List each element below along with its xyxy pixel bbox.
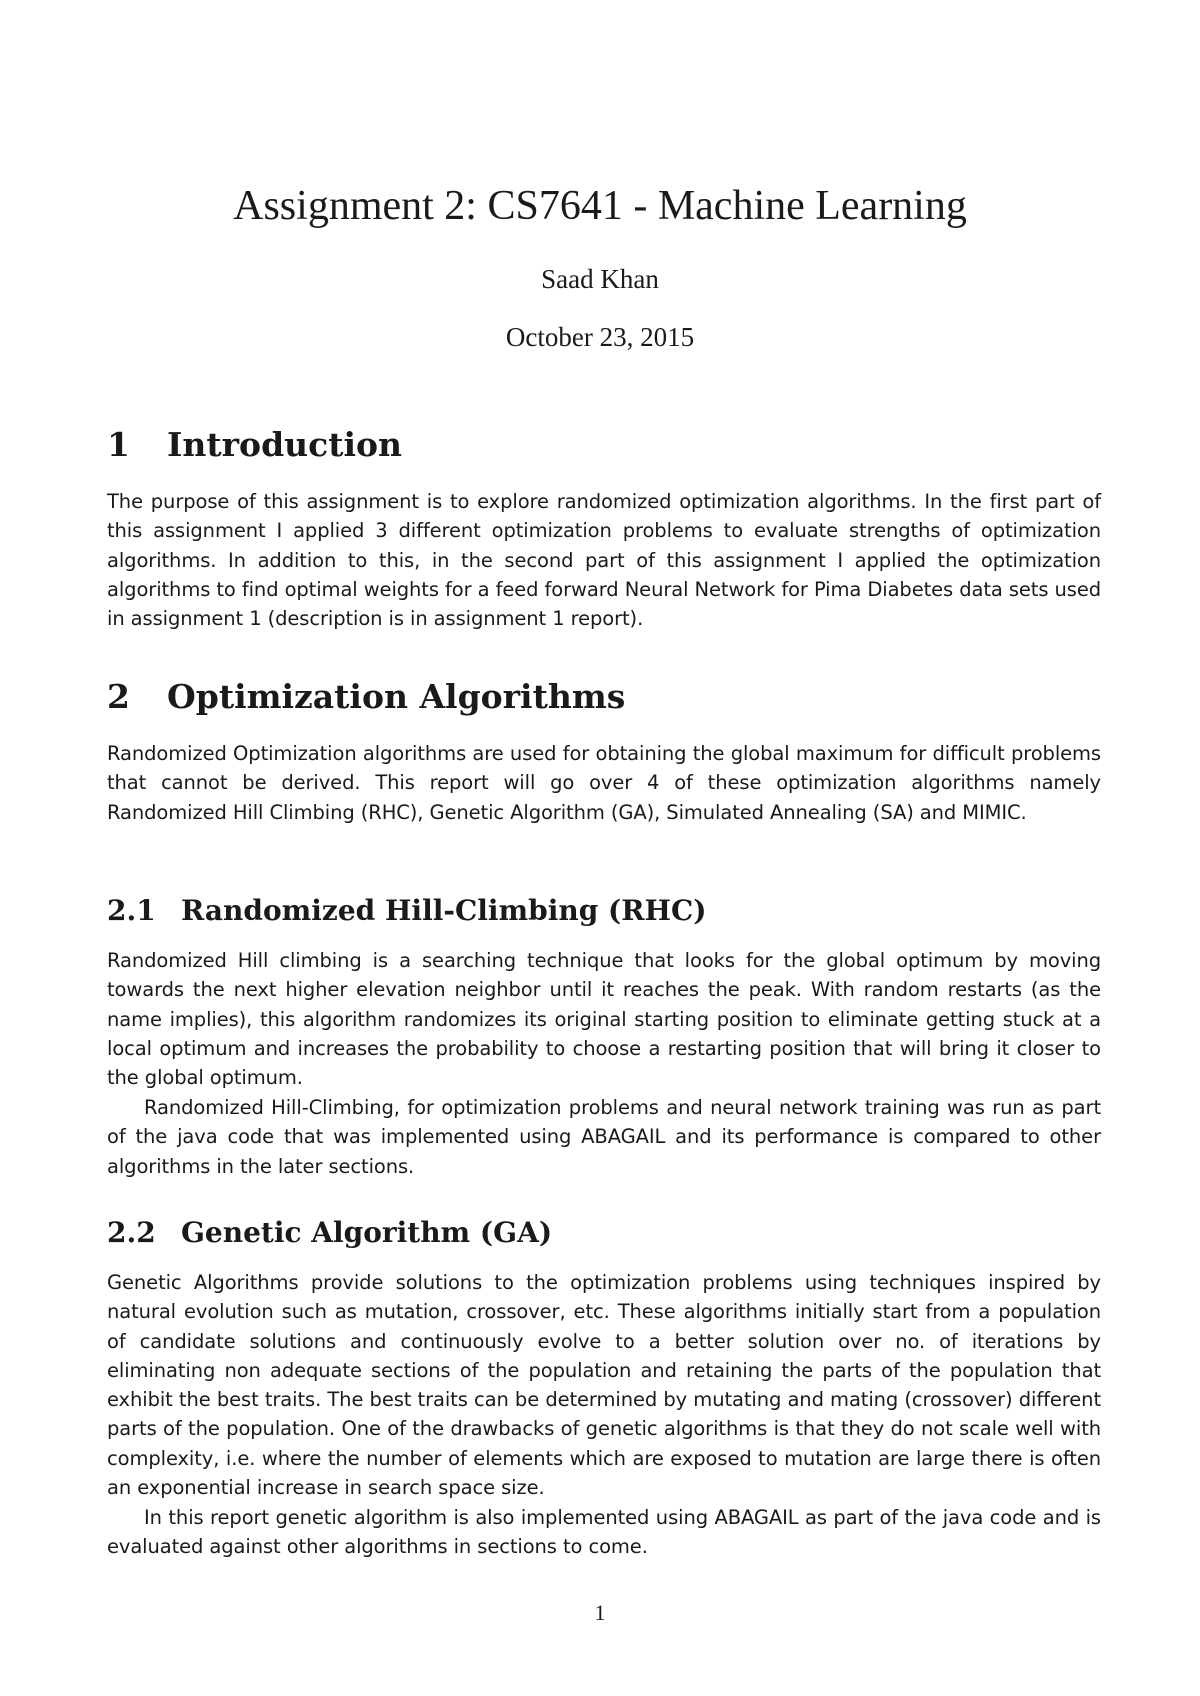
page-number: 1: [594, 1600, 606, 1625]
subsection-number: 2.2: [107, 1216, 156, 1249]
section-number: 1: [107, 425, 130, 464]
section-title: Introduction: [167, 425, 403, 464]
section-heading-optimization-algorithms: [107, 677, 1101, 717]
document-author: Saad Khan: [541, 264, 659, 294]
paragraph-rhc-1: Randomized Hill climbing is a searching technique that looks for the global optimum by moving towards the next higher elevation neighbor until it reaches the peak. With random restarts (as the name implies), this algorithm randomizes its original starting position to eliminate getting stuck at a local optimum and increases the probability to choose a restarting position that will bring it closer to the global optimum.: [107, 949, 1101, 1090]
paragraph-introduction: The purpose of this assignment is to explore randomized optimization algorithms. In the first part of this assignment I applied 3 different optimization problems to evaluate strengths of optimization algorithms. In addition to this, in the second part of this assignment I applied the optimization algorithms to find optimal weights for a feed forward Neural Network for Pima Diabetes data sets used in assignment 1 (description is in assignment 1 report).: [107, 490, 1101, 631]
paragraph-rhc-2: Randomized Hill-Climbing, for optimization problems and neural network training was run as part of the java code that was implemented using ABAGAIL and its performance is compared to other algorithms in the later sections.: [107, 1096, 1101, 1178]
subsection-heading-rhc: [107, 893, 1101, 929]
section-heading-introduction: [107, 425, 1101, 465]
document-title: Assignment 2: CS7641 - Machine Learning: [233, 183, 967, 229]
section-title: Optimization Algorithms: [167, 677, 626, 716]
section-number: 2: [107, 677, 130, 716]
paragraph-ga-1: Genetic Algorithms provide solutions to the optimization problems using techniques inspired by natural evolution such as mutation, crossover, etc. These algorithms initially start from a population of candidate solutions and continuously evolve to a better solution over no. of iterations by eliminating non adequate sections of the population and retaining the parts of the population that exhibit the best traits. The best traits can be determined by mutating and mating (crossover) different parts of the population. One of the drawbacks of genetic algorithms is that they do not scale well with complexity, i.e. where the number of elements which are exposed to mutation are large there is often an exponential increase in search space size.: [107, 1271, 1101, 1500]
subsection-title: Genetic Algorithm (GA): [181, 1216, 553, 1249]
paragraph-optimization-algorithms: Randomized Optimization algorithms are used for obtaining the global maximum for difficult problems that cannot be derived. This report will go over 4 of these optimization algorithms namely Randomized Hill Climbing (RHC), Genetic Algorithm (GA), Simulated Annealing (SA) and MIMIC.: [107, 742, 1101, 824]
subsection-heading-ga: [107, 1215, 1101, 1251]
document-date: October 23, 2015: [505, 322, 695, 352]
subsection-title: Randomized Hill-Climbing (RHC): [181, 894, 707, 927]
paragraph-ga-2: In this report genetic algorithm is also implemented using ABAGAIL as part of the java code and is evaluated against other algorithms in sections to come.: [107, 1506, 1101, 1559]
subsection-number: 2.1: [107, 894, 156, 927]
